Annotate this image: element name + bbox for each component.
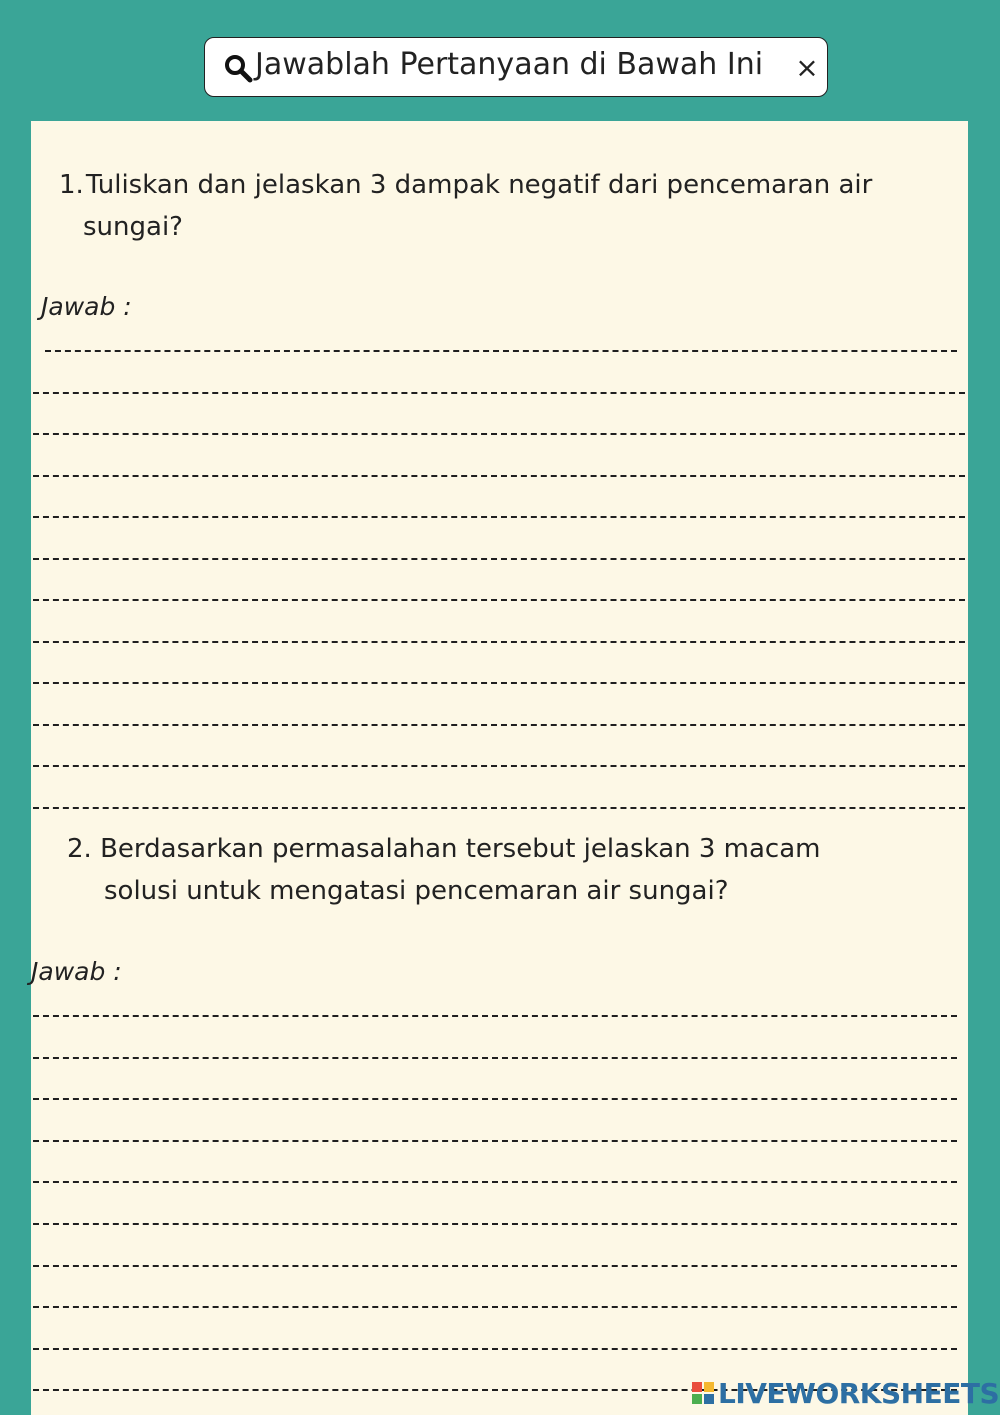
close-icon[interactable]: × [795, 51, 819, 84]
answer-line[interactable] [33, 392, 965, 394]
answer-line[interactable] [33, 1348, 957, 1350]
answer-line[interactable] [33, 807, 965, 809]
question-2 [67, 829, 821, 869]
question-1 [59, 165, 872, 205]
question-number: 1. [59, 170, 84, 200]
title-bar [204, 37, 828, 97]
answer-line[interactable] [33, 475, 965, 477]
search-icon[interactable] [223, 53, 255, 85]
watermark-text: LIVEWORKSHEETS [718, 1376, 1000, 1410]
worksheet-paper [31, 121, 968, 1415]
answer-line[interactable] [33, 558, 965, 560]
page-title: Jawablah Pertanyaan di Bawah Ini [255, 47, 764, 82]
question-text-line1: Berdasarkan permasalahan tersebut jelaskan 3 macam [100, 834, 821, 864]
answer-line[interactable] [33, 1140, 957, 1142]
answer-line[interactable] [33, 765, 965, 767]
liveworksheets-logo [692, 1377, 999, 1409]
answer-line[interactable] [33, 433, 965, 435]
answer-line[interactable] [33, 516, 965, 518]
answer-label: Jawab : [41, 292, 132, 321]
answer-line[interactable] [33, 1015, 957, 1017]
answer-line[interactable] [33, 1223, 957, 1225]
answer-line[interactable] [33, 641, 965, 643]
question-number: 2. [67, 834, 92, 864]
answer-line[interactable] [33, 1057, 957, 1059]
logo-mark-icon [692, 1382, 714, 1404]
answer-line[interactable] [45, 350, 957, 352]
answer-line[interactable] [33, 682, 965, 684]
answer-label: Jawab : [31, 957, 122, 986]
answer-line[interactable] [33, 599, 965, 601]
answer-line[interactable] [33, 724, 965, 726]
answer-line[interactable] [33, 1306, 957, 1308]
answer-line[interactable] [33, 1181, 957, 1183]
question-2-line2: solusi untuk mengatasi pencemaran air sungai? [104, 876, 729, 906]
question-1-line2: sungai? [83, 212, 183, 242]
answer-line[interactable] [33, 1098, 957, 1100]
question-text-line1: Tuliskan dan jelaskan 3 dampak negatif dari pencemaran air [85, 170, 873, 200]
answer-line[interactable] [33, 1265, 957, 1267]
